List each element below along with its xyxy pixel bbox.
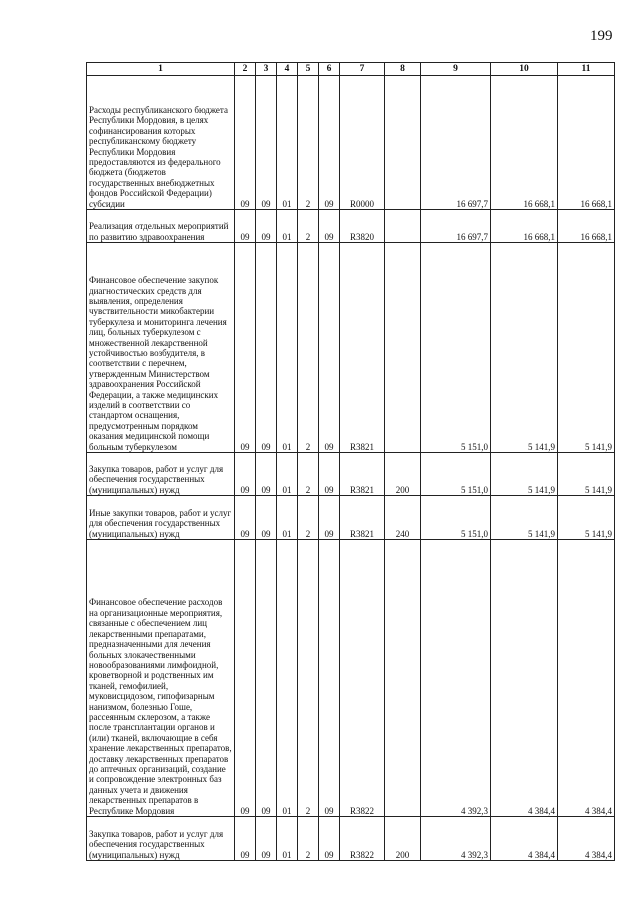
row-name: Финансовое обеспечение расходов на организационные мероприятия, связанные с обеспечением лиц лекарственными препаратами, предназначенными для лечения больных злокачественными новообразованиями лимфоидной, кроветворной и родственных им тканей, гемофилией, муковисцидозом, гипофизарным нанизмом, болезнью Гоше, рассеянным склерозом, а также после трансплантации органов и (или) тканей, включающие в себя хранение лекарственных препаратов, доставку лекарственных препаратов до аптечных организаций, создание и сопровождение электронных баз данных учета и движения лекарственных препаратов в Республике Мордовия	[87, 540, 235, 817]
cell-c10: 4 384,4	[491, 540, 558, 817]
cell-c5: 2	[298, 540, 319, 817]
cell-c4: 01	[277, 817, 298, 861]
cell-c3: 09	[256, 76, 277, 210]
cell-c6: 09	[319, 540, 340, 817]
cell-c9: 5 151,0	[421, 496, 491, 540]
cell-c7: R3822	[340, 817, 385, 861]
cell-c11: 16 668,1	[558, 210, 615, 243]
cell-c9: 5 151,0	[421, 243, 491, 453]
cell-c8	[385, 540, 421, 817]
cell-c10: 5 141,9	[491, 243, 558, 453]
cell-c4: 01	[277, 453, 298, 496]
header-row	[87, 63, 615, 76]
cell-c2: 09	[235, 76, 256, 210]
cell-c5: 2	[298, 453, 319, 496]
cell-c10: 16 668,1	[491, 76, 558, 210]
budget-table	[86, 62, 615, 861]
header-col-6: 6	[319, 63, 340, 76]
header-col-1: 1	[87, 63, 235, 76]
cell-c9: 4 392,3	[421, 817, 491, 861]
cell-c4: 01	[277, 243, 298, 453]
header-col-10: 10	[491, 63, 558, 76]
header-col-4: 4	[277, 63, 298, 76]
cell-c3: 09	[256, 243, 277, 453]
cell-c7: R3821	[340, 496, 385, 540]
cell-c10: 4 384,4	[491, 817, 558, 861]
header-col-9: 9	[421, 63, 491, 76]
page-number: 199	[590, 28, 613, 44]
cell-c4: 01	[277, 76, 298, 210]
cell-c4: 01	[277, 540, 298, 817]
table-row	[87, 243, 615, 453]
cell-c3: 09	[256, 540, 277, 817]
header-col-8: 8	[385, 63, 421, 76]
table-row	[87, 453, 615, 496]
cell-c2: 09	[235, 243, 256, 453]
cell-c7: R3821	[340, 453, 385, 496]
cell-c2: 09	[235, 817, 256, 861]
cell-c5: 2	[298, 210, 319, 243]
cell-c11: 5 141,9	[558, 496, 615, 540]
cell-c3: 09	[256, 453, 277, 496]
row-name: Расходы республиканского бюджета Республики Мордовия, в целях софинансирования которых республиканскому бюджету Республики Мордовия предоставляются из федерального бюджета (бюджетов государственных внебюджетных фондов Российской Федерации) субсидии	[87, 76, 235, 210]
cell-c9: 16 697,7	[421, 210, 491, 243]
cell-c7: R3821	[340, 243, 385, 453]
cell-c11: 5 141,9	[558, 243, 615, 453]
cell-c6: 09	[319, 817, 340, 861]
header-col-2: 2	[235, 63, 256, 76]
cell-c4: 01	[277, 210, 298, 243]
cell-c6: 09	[319, 76, 340, 210]
cell-c11: 4 384,4	[558, 817, 615, 861]
cell-c7: R3820	[340, 210, 385, 243]
cell-c8: 200	[385, 453, 421, 496]
cell-c2: 09	[235, 540, 256, 817]
cell-c2: 09	[235, 496, 256, 540]
header-col-5: 5	[298, 63, 319, 76]
row-name: Реализация отдельных мероприятий по развитию здравоохранения	[87, 210, 235, 243]
cell-c3: 09	[256, 496, 277, 540]
row-name: Финансовое обеспечение закупок диагностических средств для выявления, определения чувствительности микобактерии туберкулеза и мониторинга лечения лиц, больных туберкулезом с множественной лекарственной устойчивостью возбудителя, в соответствии с перечнем, утвержденным Министерством здравоохранения Российской Федерации, а также медицинских изделий в соответствии со стандартом оснащения, предусмотренным порядком оказания медицинской помощи больным туберкулезом	[87, 243, 235, 453]
cell-c9: 16 697,7	[421, 76, 491, 210]
cell-c11: 16 668,1	[558, 76, 615, 210]
cell-c4: 01	[277, 496, 298, 540]
cell-c5: 2	[298, 817, 319, 861]
cell-c10: 5 141,9	[491, 496, 558, 540]
cell-c8	[385, 76, 421, 210]
cell-c10: 16 668,1	[491, 210, 558, 243]
cell-c8	[385, 210, 421, 243]
row-name: Закупка товаров, работ и услуг для обеспечения государственных (муниципальных) нужд	[87, 453, 235, 496]
cell-c11: 5 141,9	[558, 453, 615, 496]
table-row	[87, 817, 615, 861]
cell-c8: 200	[385, 817, 421, 861]
cell-c3: 09	[256, 210, 277, 243]
row-name: Иные закупки товаров, работ и услуг для обеспечения государственных (муниципальных) нужд	[87, 496, 235, 540]
cell-c11: 4 384,4	[558, 540, 615, 817]
row-name: Закупка товаров, работ и услуг для обеспечения государственных (муниципальных) нужд	[87, 817, 235, 861]
cell-c2: 09	[235, 210, 256, 243]
cell-c6: 09	[319, 243, 340, 453]
header-col-7: 7	[340, 63, 385, 76]
table-row	[87, 76, 615, 210]
header-col-11: 11	[558, 63, 615, 76]
cell-c8: 240	[385, 496, 421, 540]
header-col-3: 3	[256, 63, 277, 76]
cell-c3: 09	[256, 817, 277, 861]
cell-c6: 09	[319, 496, 340, 540]
cell-c5: 2	[298, 496, 319, 540]
cell-c8	[385, 243, 421, 453]
cell-c9: 5 151,0	[421, 453, 491, 496]
table-row	[87, 540, 615, 817]
cell-c6: 09	[319, 453, 340, 496]
table-row	[87, 210, 615, 243]
cell-c9: 4 392,3	[421, 540, 491, 817]
cell-c2: 09	[235, 453, 256, 496]
cell-c6: 09	[319, 210, 340, 243]
cell-c5: 2	[298, 243, 319, 453]
cell-c7: R3822	[340, 540, 385, 817]
cell-c7: R0000	[340, 76, 385, 210]
table-row	[87, 496, 615, 540]
cell-c10: 5 141,9	[491, 453, 558, 496]
cell-c5: 2	[298, 76, 319, 210]
